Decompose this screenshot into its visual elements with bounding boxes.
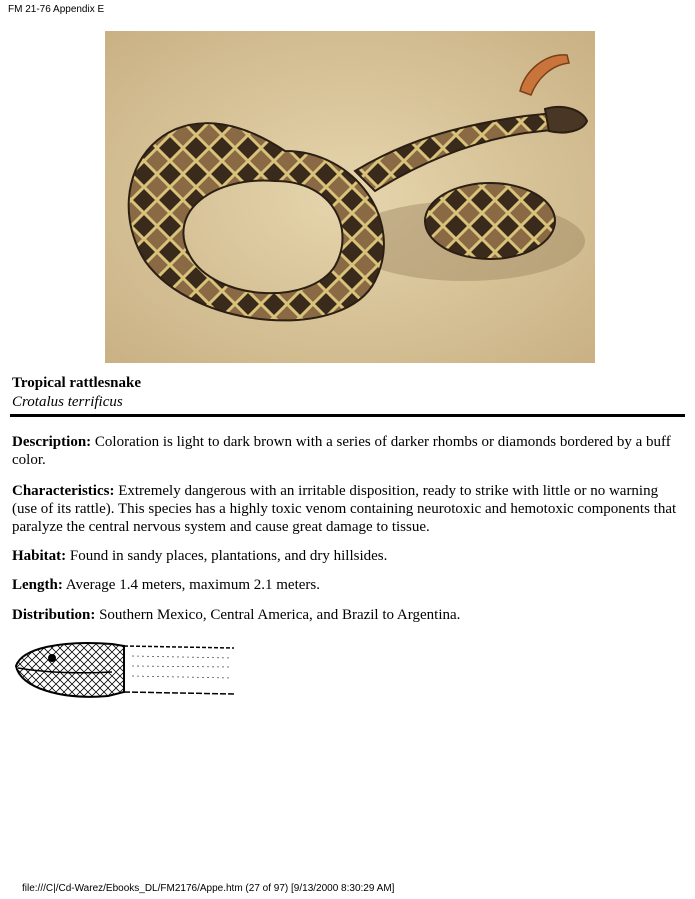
description-section bbox=[12, 433, 684, 469]
length-text: Average 1.4 meters, maximum 2.1 meters. bbox=[62, 577, 320, 593]
rattlesnake-photo bbox=[105, 31, 595, 363]
page-header: FM 21-76 Appendix E bbox=[8, 4, 105, 15]
description-text: Coloration is light to dark brown with a series of darker rhombs or diamonds bordered by a buff color. bbox=[12, 434, 671, 468]
snake-head-drawing bbox=[12, 636, 240, 702]
distribution-text: Southern Mexico, Central America, and Brazil to Argentina. bbox=[95, 607, 461, 623]
habitat-label: Habitat: bbox=[12, 548, 67, 564]
description-label: Description: bbox=[12, 434, 92, 450]
length-section bbox=[12, 576, 684, 594]
common-name: Tropical rattlesnake bbox=[12, 375, 142, 391]
distribution-label: Distribution: bbox=[12, 607, 96, 623]
length-label: Length: bbox=[12, 577, 63, 593]
scientific-name: Crotalus terrificus bbox=[12, 394, 123, 410]
distribution-section bbox=[12, 606, 684, 624]
section-divider bbox=[10, 414, 685, 417]
characteristics-text: Extremely dangerous with an irritable disposition, ready to strike with little or no warning (use of its rattle). This species has a highly toxic venom containing neurotoxic and hemotoxic components that paralyze the central nervous system and cause great damage to tissue. bbox=[12, 483, 677, 535]
habitat-text: Found in sandy places, plantations, and dry hillsides. bbox=[66, 548, 388, 564]
characteristics-label: Characteristics: bbox=[12, 483, 115, 499]
habitat-section bbox=[12, 547, 684, 565]
characteristics-section bbox=[12, 482, 684, 536]
page-footer: file:///C|/Cd-Warez/Ebooks_DL/FM2176/Appe.htm (27 of 97) [9/13/2000 8:30:29 AM] bbox=[22, 883, 395, 894]
